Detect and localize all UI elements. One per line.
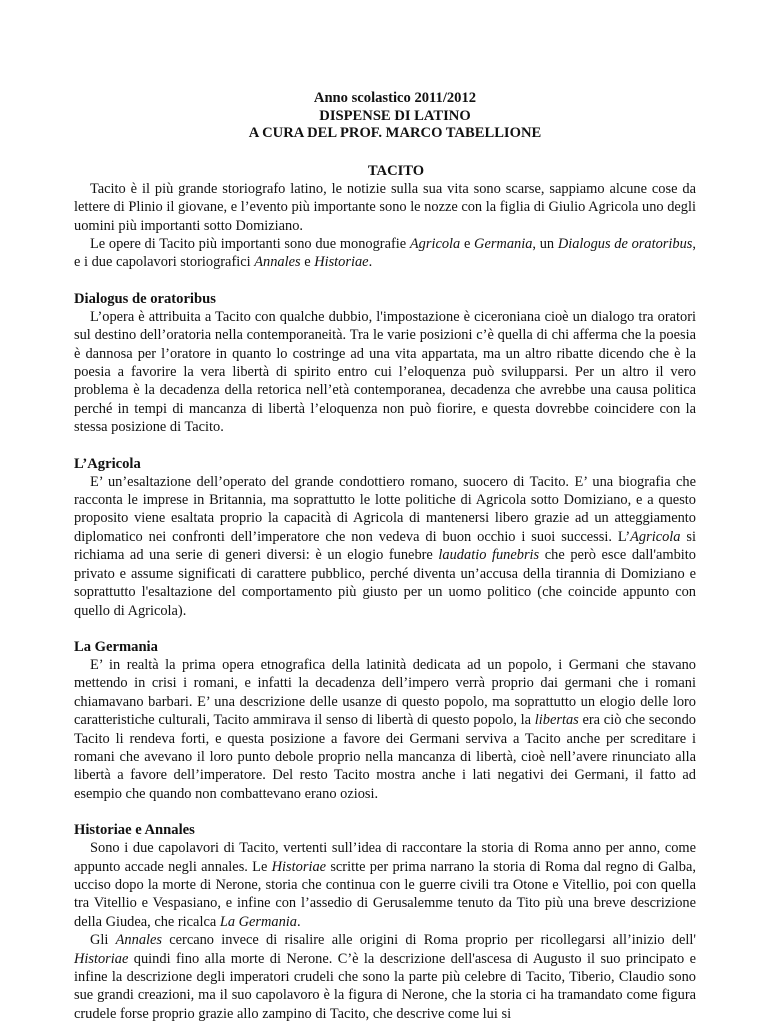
section-paragraph: E’ un’esaltazione dell’operato del grande condottiero romano, suocero di Tacito. E’ una biografia che racconta le imprese in Britannia, ma soprattutto le lotte politiche di Agricola sotto Domiziano, e a questo proposito viene esaltata proprio la capacità di Agricola di mantenersi libero grazie ad un atteggiamento diplomatico nei confronti dell’imperatore che non vedeva di buon occhio i suoi successi. L’Agricola si richiama ad una serie di generi diversi: è un elogio funebre laudatio funebris che però esce dall'ambito privato e assume significati di carattere pubblico, perché diventa un’accusa della tirannia di Domiziano e soprattutto l'esaltazione del comportamento più giusto per un uomo politico (che coincide appunto con quello di Agricola). — [74, 473, 696, 619]
section-paragraph: Gli Annales cercano invece di risalire alle origini di Roma proprio per ricollegarsi all’inizio dell' Historiae quindi fino alla morte di Nerone. C’è la descrizione dell'ascesa di Augusto il suo principato e infine la descrizione degli imperatori crudeli che sono la parte più celebre di Tacito, Tiberio, Claudio sono sue grandi creazioni, ma il suo capolavoro è la figura di Nerone, che la storia ci ha tramandato come figura crudele forse proprio grazie allo zampino di Tacito, che descrive come lui si — [74, 932, 696, 1022]
author-line: A CURA DEL PROF. MARCO TABELLIONE — [248, 125, 542, 142]
school-year: Anno scolastico 2011/2012 — [313, 90, 477, 106]
intro-paragraph-2: Le opere di Tacito più importanti sono due monografie Agricola e Germania, un Dialogus de oratoribus, e i due capolavori storiografici Annales e Historiae. — [74, 236, 696, 271]
section-heading: Historiae e Annales — [74, 822, 195, 839]
section-historiae-annales — [74, 821, 696, 1023]
intro-paragraph-1: Tacito è il più grande storiografo latino, le notizie sulla sua vita sono scarse, sappiamo alcune cose da lettere di Plinio il giovane, e l’evento più importante sono le nozze con la figlia di Giulio Agricola uno degli uomini più importanti sotto Domiziano. — [74, 180, 696, 234]
section-heading: L’Agricola — [74, 455, 141, 472]
section-dialogus — [74, 290, 696, 437]
section-germania — [74, 638, 696, 803]
section-heading: La Germania — [74, 638, 158, 655]
intro-section — [74, 180, 696, 272]
document-header — [94, 90, 696, 143]
section-agricola — [74, 455, 696, 620]
section-paragraph: Sono i due capolavori di Tacito, vertenti sull’idea di raccontare la storia di Roma anno per anno, come appunto accade negli annales. Le Historiae scritte per prima narrano la storia di Roma dal regno di Galba, ucciso dopo la morte di Nerone, storia che continua con le guerre civili tra Otone e Vitellio, poi con quella tra Vitellio e Vespasiano, e infine con l’assedio di Gerusalemme tenuto da Tito più una breve descrizione della Giudea, che ricalca La Germania. — [74, 840, 696, 930]
section-heading: Dialogus de oratoribus — [74, 290, 216, 307]
section-paragraph: L’opera è attribuita a Tacito con qualche dubbio, l'impostazione è ciceroniana cioè un dialogo tra oratori sul destino dell’oratoria nella contemporaneità. Tra le varie posizioni c’è quella di chi afferma che la poesia è dannosa per l’oratore in quanto lo costringe ad una vita appartata, ma un altro ribatte dicendo che è la poesia a favorire la vera libertà di spirito entro cui l’eloquenza può svilupparsi. Per un altro il vero problema è la decadenza della retorica nell’età contemporanea, decadenza che avrebbe una causa politica perché in tempi di mancanza di libertà l’eloquenza non può fiorire, e questa dovrebbe coincidere con la stessa posizione di Tacito. — [74, 308, 696, 436]
page-title: TACITO — [367, 162, 425, 179]
course-title: DISPENSE DI LATINO — [319, 107, 471, 124]
section-paragraph: E’ in realtà la prima opera etnografica della latinità dedicata ad un popolo, i Germani che stavano mettendo in crisi i romani, e infatti la decadenza dell’impero verrà proprio dai germani che i romani chiamavano barbari. E’ una descrizione delle usanze di questo popolo, ma soprattutto un elogio delle loro caratteristiche culturali, Tacito ammirava il senso di libertà di questo popolo, la libertas era ciò che secondo Tacito li rendeva forti, e questa posizione a favore dei Germani serviva a Tacito anche per screditare i romani che avevano il loro punto debole proprio nella mancanza di libertà, cioè nell’avere rinunciato alla libertà a favore dell’imperatore. Del resto Tacito mostra anche i lati negativi dei Germani, il fatto ad esempio che quando non combattevano erano oziosi. — [74, 656, 696, 802]
